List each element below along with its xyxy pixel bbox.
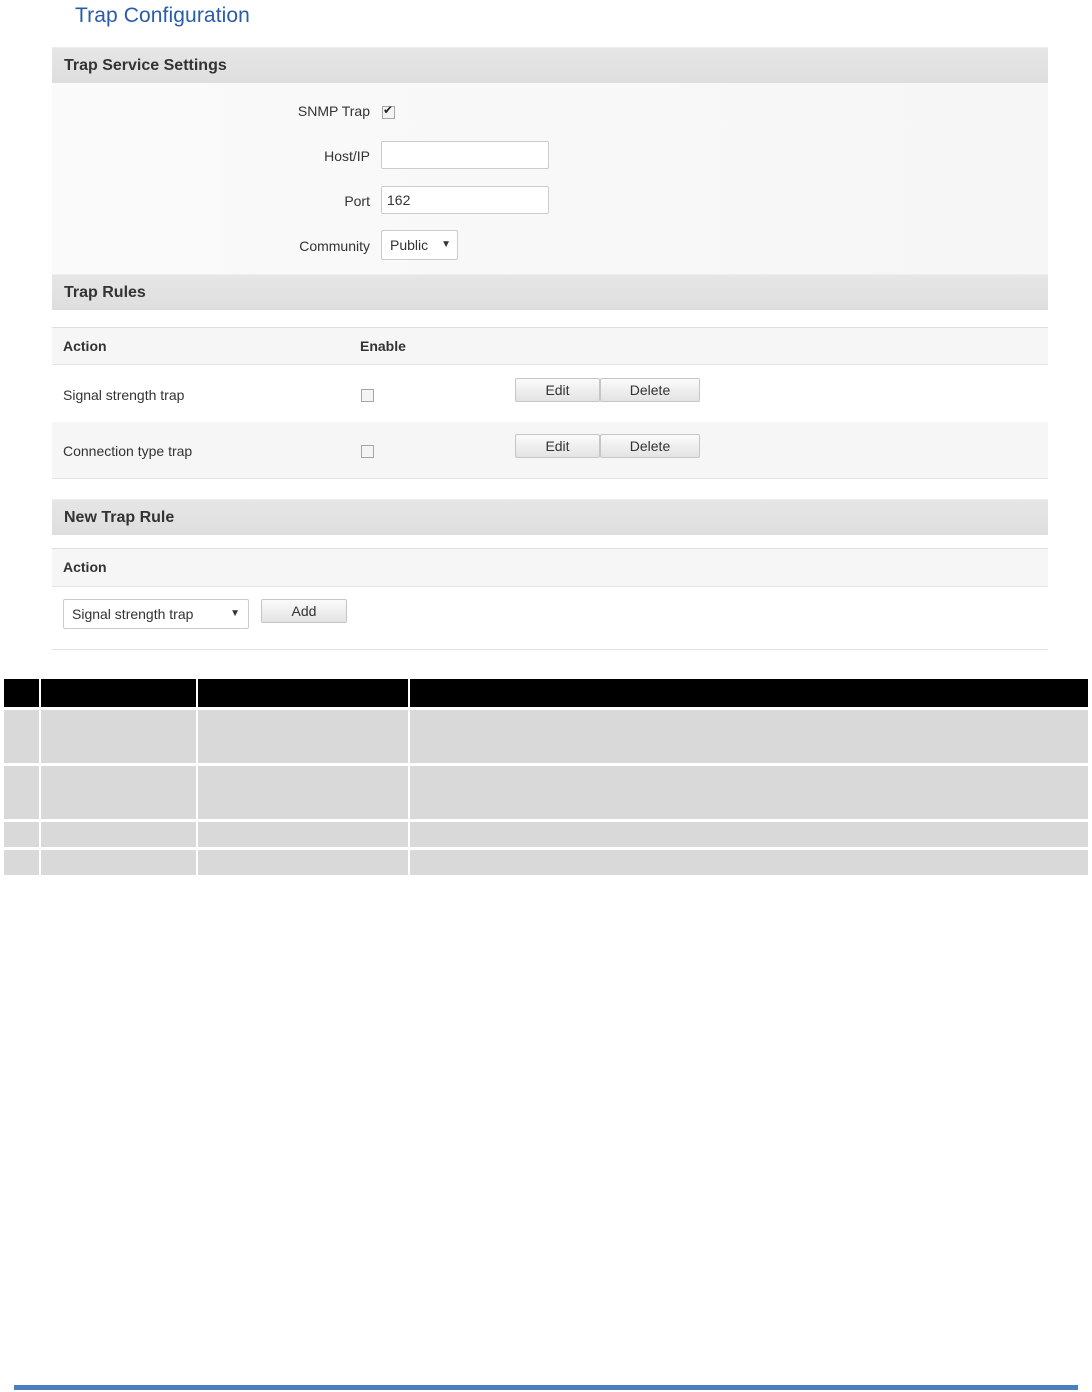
- table-cell: [4, 821, 40, 849]
- port-label: Port: [344, 193, 370, 209]
- table-cell: [4, 709, 40, 765]
- delete-button[interactable]: Delete: [600, 378, 700, 402]
- chevron-down-icon: ▼: [230, 608, 240, 619]
- add-button[interactable]: Add: [261, 599, 347, 623]
- chevron-down-icon: ▼: [441, 239, 451, 250]
- table-cell: [40, 709, 197, 765]
- page-title: Trap Configuration: [75, 4, 250, 27]
- edit-button[interactable]: Edit: [515, 378, 600, 402]
- action-column-header: Action: [63, 338, 107, 354]
- snmp-trap-checkbox[interactable]: [382, 106, 395, 119]
- table-cell: [409, 709, 1088, 765]
- table-cell: [197, 849, 409, 876]
- trap-rules-header: Trap Rules: [52, 274, 1048, 310]
- table-header-cell: [409, 679, 1088, 709]
- footer-rule: [14, 1385, 1078, 1390]
- description-table-header: [4, 679, 1088, 709]
- delete-button[interactable]: Delete: [600, 434, 700, 458]
- table-header-cell: [40, 679, 197, 709]
- table-row: [4, 765, 1088, 821]
- table-row: [52, 366, 1048, 422]
- table-cell: [409, 765, 1088, 821]
- table-row: [4, 849, 1088, 876]
- table-cell: [197, 765, 409, 821]
- table-cell: [4, 765, 40, 821]
- table-cell: [197, 709, 409, 765]
- table-header-cell: [4, 679, 40, 709]
- community-select-value: Public: [390, 237, 429, 253]
- trap-rules-table-header: [52, 327, 1048, 365]
- new-rule-action-select[interactable]: [63, 599, 249, 629]
- table-cell: [409, 849, 1088, 876]
- table-row: [52, 422, 1048, 479]
- table-cell: [409, 821, 1088, 849]
- action-column-header: Action: [63, 559, 107, 575]
- rule-enable-checkbox[interactable]: [361, 445, 374, 458]
- table-cell: [4, 849, 40, 876]
- new-trap-rule-header: New Trap Rule: [52, 499, 1048, 535]
- table-row: [4, 821, 1088, 849]
- rule-action-label: Signal strength trap: [63, 387, 185, 403]
- community-select[interactable]: [381, 230, 458, 260]
- community-label: Community: [299, 238, 370, 254]
- port-input[interactable]: 162: [381, 186, 549, 214]
- trap-service-settings-header: Trap Service Settings: [52, 47, 1048, 83]
- table-cell: [40, 821, 197, 849]
- edit-button[interactable]: Edit: [515, 434, 600, 458]
- table-cell: [40, 849, 197, 876]
- description-table: [4, 679, 1088, 875]
- rule-action-label: Connection type trap: [63, 443, 193, 459]
- new-rule-table-header: [52, 548, 1048, 587]
- host-ip-label: Host/IP: [324, 148, 370, 164]
- rule-enable-checkbox[interactable]: [361, 389, 374, 402]
- table-row: [4, 709, 1088, 765]
- enable-column-header: Enable: [360, 338, 406, 354]
- host-ip-input[interactable]: [381, 141, 549, 169]
- table-header-cell: [197, 679, 409, 709]
- new-rule-action-value: Signal strength trap: [72, 606, 194, 622]
- table-cell: [40, 765, 197, 821]
- divider: [52, 649, 1048, 650]
- table-cell: [197, 821, 409, 849]
- snmp-trap-label: SNMP Trap: [297, 103, 370, 119]
